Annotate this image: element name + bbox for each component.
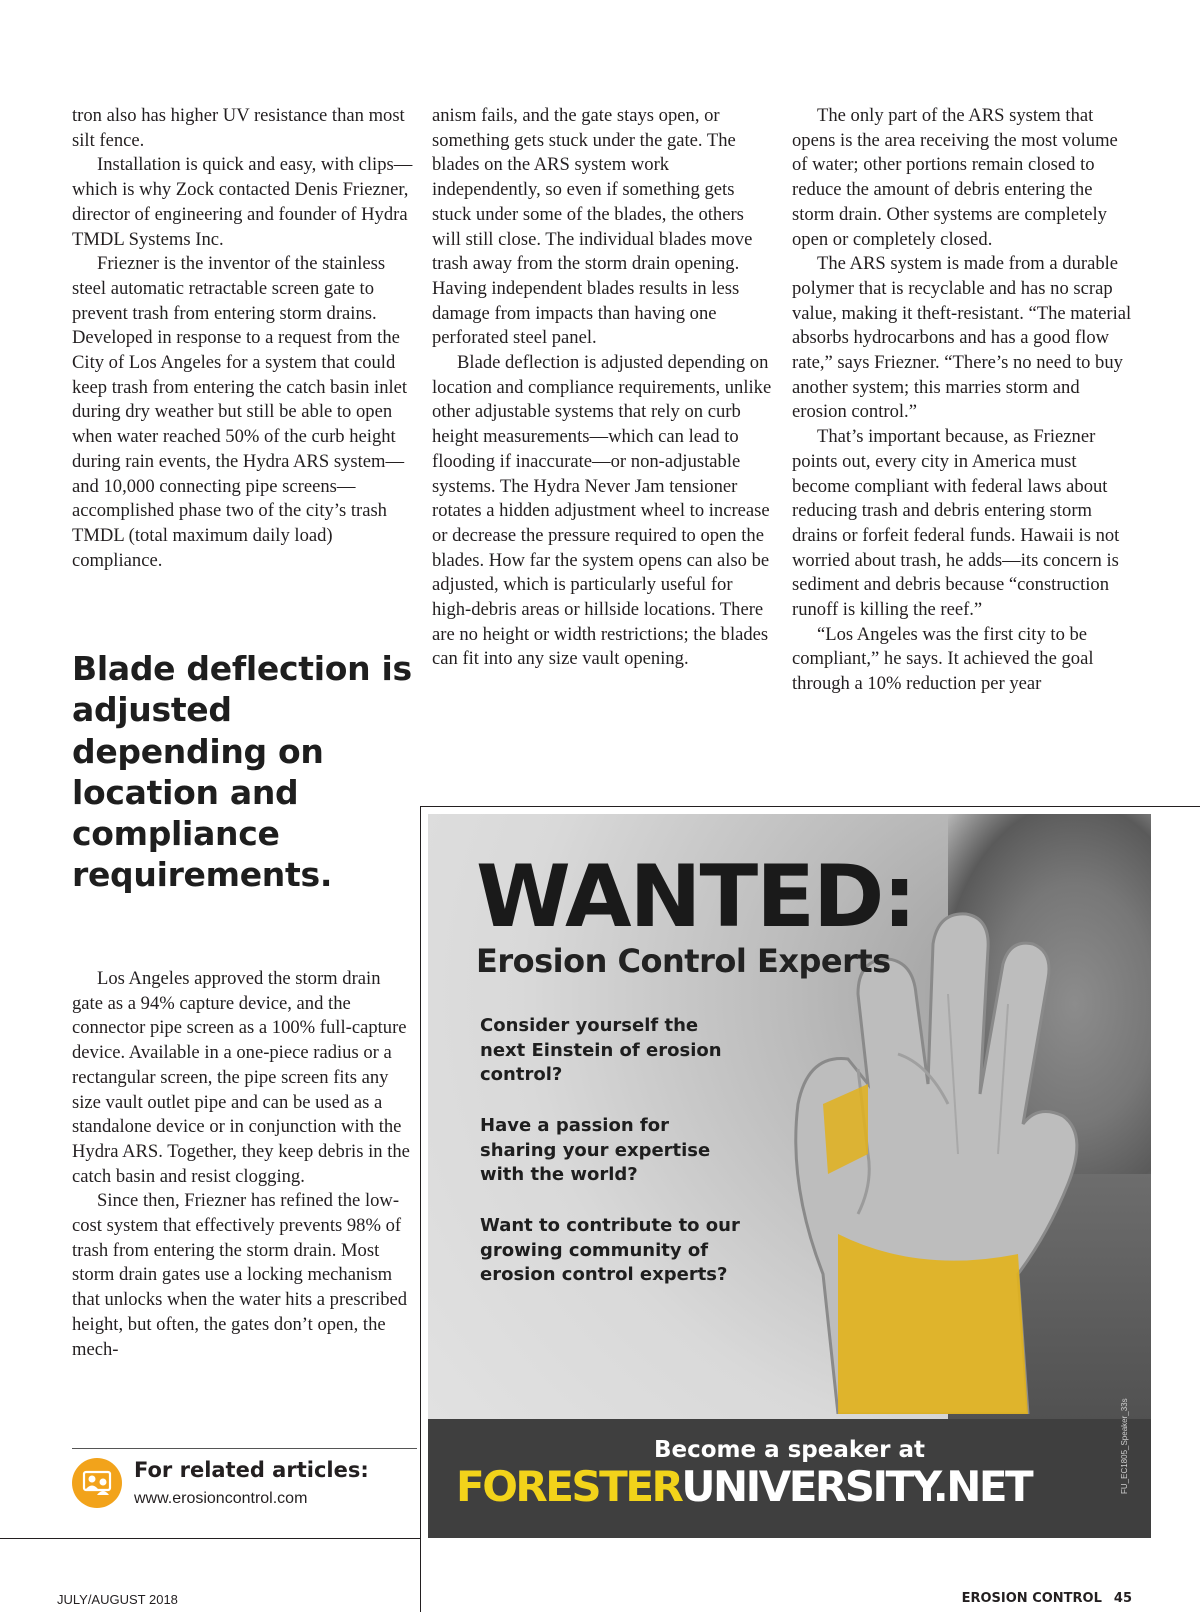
pull-quote: Blade deflection is adjusted depending on location and compliance requirements.: [72, 649, 412, 895]
running-footer: [962, 1591, 1132, 1606]
article-column-1: [72, 104, 414, 573]
body-paragraph: Friezner is the inventor of the stainless steel automatic retractable screen gate to prevent trash from entering storm drains. Developed in response to a request from the City of Los Angeles for a system that could keep trash from entering the catch basin inlet during dry weather but still be able to open when water reached 50% of the curb height during rain events, the Hydra ARS system—and 10,000 connecting pipe screens—accomplished phase two of the city’s trash TMDL (total maximum daily load) compliance.: [72, 253, 408, 571]
page-number: 45: [1113, 1591, 1132, 1606]
article-column-1-continued: [72, 967, 414, 1362]
issue-date: JULY/AUGUST 2018: [57, 1592, 178, 1607]
ad-question: Consider yourself the next Einstein of erosion control?: [480, 1015, 722, 1085]
ad-question: Have a passion for sharing your expertise with the world?: [480, 1115, 711, 1185]
ad-brand-url[interactable]: [456, 1462, 1032, 1511]
body-paragraph: Since then, Friezner has refined the low-cost system that effectively prevents 98% of trash from entering the storm drain. Most storm drain gates use a locking mechanism that unlocks when the water hits a prescribed height, but often, the gates don’t open, the mech-: [72, 1190, 408, 1360]
body-paragraph: Installation is quick and easy, with clips—which is why Zock contacted Denis Friezner, director of engineering and founder of Hydra TMDL Systems Inc.: [72, 154, 413, 250]
body-paragraph: The ARS system is made from a durable polymer that is recyclable and has no scrap value, making it theft-resistant. “The material absorbs hydrocarbons and has a good flow rate,” says Friezner. “There’s no need to buy another system; this marries storm and erosion control.”: [792, 253, 1132, 423]
ad-brand-part2: UNIVERSITY.NET: [681, 1462, 1032, 1511]
ad-question: Want to contribute to our growing community of erosion control experts?: [480, 1215, 740, 1285]
related-divider: [72, 1448, 417, 1449]
forester-university-ad[interactable]: [428, 814, 1151, 1538]
people-icon: [72, 1458, 122, 1508]
ad-border-top: [420, 806, 1200, 807]
ad-subheadline: Erosion Control Experts: [476, 942, 891, 980]
ad-brand-part1: FORESTER: [456, 1462, 682, 1511]
body-paragraph: That’s important because, as Friezner points out, every city in America must become compliant with federal laws about reducing trash and debris entering storm drains or forfeit federal funds. Hawaii is not worried about trash, he adds—its concern is sediment and debris because “construction runoff is killing the reef.”: [792, 426, 1120, 621]
article-column-2: [432, 104, 772, 672]
body-paragraph: anism fails, and the gate stays open, or something gets stuck under the gate. The blades on the ARS system work independently, so even if something gets stuck under some of the blades, the others will still close. The individual blades move trash away from the storm drain opening. Having independent blades results in less damage from impacts than having one perforated steel panel.: [432, 105, 753, 349]
related-articles-title: For related articles:: [134, 1458, 369, 1482]
body-paragraph: tron also has higher UV resistance than most silt fence.: [72, 105, 405, 151]
related-articles-link[interactable]: www.erosioncontrol.com: [134, 1490, 308, 1507]
magazine-name: EROSION CONTROL: [961, 1591, 1102, 1606]
body-paragraph: Blade deflection is adjusted depending on location and compliance requirements, unlike other adjustable systems that rely on curb height measurements—which can lead to flooding if inaccurate—or non-adjustable systems. The Hydra Never Jam tensioner rotates a hidden adjustment wheel to increase or decrease the pressure required to open the blades. How far the system opens can also be adjusted, which is particularly useful for high-debris areas or hillside locations. There are no height or width restrictions; the blades can fit into any size vault opening.: [432, 352, 772, 670]
ad-border-bottom-left: [0, 1538, 421, 1539]
ad-border-left: [420, 806, 421, 1612]
ad-code: FU_EC1805_Speaker_33s: [1120, 1398, 1129, 1494]
ad-cta: Become a speaker at: [653, 1437, 926, 1463]
ad-headline: WANTED:: [476, 847, 915, 947]
article-column-3: [792, 104, 1132, 697]
body-paragraph: “Los Angeles was the first city to be compliant,” he says. It achieved the goal through a 10% reduction per year: [792, 623, 1094, 695]
body-paragraph: Los Angeles approved the storm drain gate as a 94% capture device, and the connector pipe screen as a 100% full-capture device. Available in a one-piece radius or a rectangular screen, the pipe screen fits any size vault outlet pipe and can be used as a standalone device or in conjunction with the Hydra ARS. Together, they keep debris in the catch basin and resist clogging.: [72, 968, 410, 1187]
body-paragraph: The only part of the ARS system that opens is the area receiving the most volume of water; other portions remain closed to reduce the amount of debris entering the storm drain. Other systems are completely open or completely closed.: [792, 105, 1118, 250]
